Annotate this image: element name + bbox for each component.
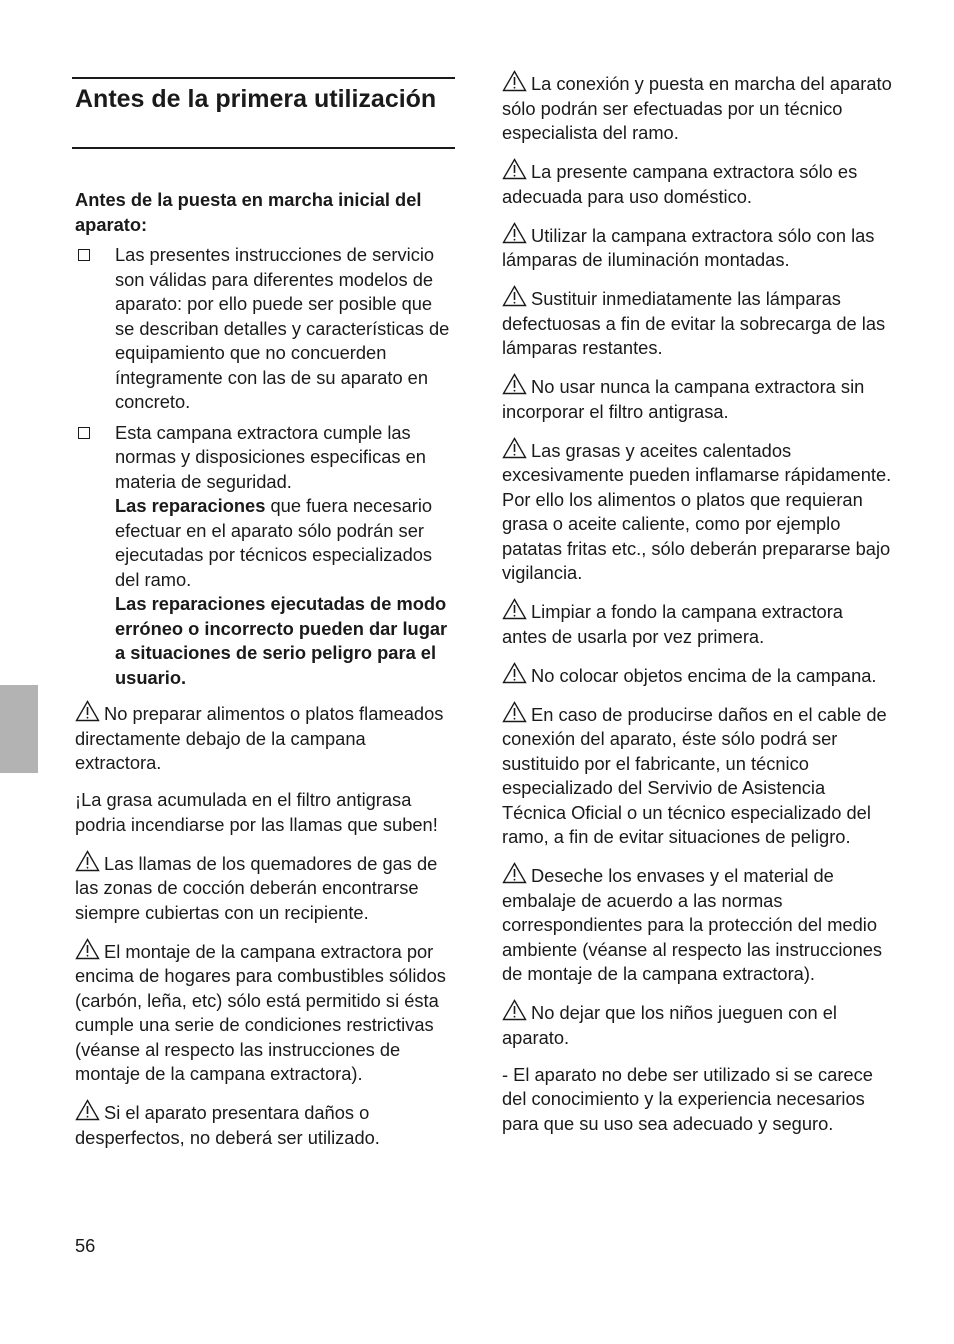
warning-triangle-icon [502,437,527,459]
warning-triangle-icon [502,373,527,395]
warning-triangle-icon [502,662,527,684]
page-number: 56 [75,1235,96,1256]
warning-triangle-icon [502,701,527,723]
paragraph-text: No preparar alimentos o platos flameados directamente debajo de la campana extractora. [75,703,444,773]
warning-paragraph [502,70,892,146]
note-paragraph [502,1063,892,1137]
warning-triangle-icon [502,222,527,244]
paragraph-text: La conexión y puesta en marcha del aparato sólo podrán ser efectuadas por un técnico especialista del ramo. [502,73,892,143]
paragraph-text: Limpiar a fondo la campana extractora antes de usarla por vez primera. [502,601,843,647]
paragraph-text: No usar nunca la campana extractora sin incorporar el filtro antigrasa. [502,376,865,422]
warning-paragraph [75,1099,455,1150]
checklist [75,243,455,696]
paragraph-text: Utilizar la campana extractora sólo con las lámparas de iluminación montadas. [502,224,875,270]
list-item-text: Esta campana extractora cumple las normas y disposiciones especificas en materia de seguridad. [115,421,426,492]
warning-paragraph [502,701,892,850]
paragraph-text: Sustituir inmediatamente las lámparas defectuosas a fin de evitar la sobrecarga de las lámparas restantes. [502,288,886,358]
paragraph-text: Las grasas y aceites calentados excesivamente pueden inflamarse rápidamente. Por ello los alimentos o platos que requieran grasa o aceite caliente, como por ejemplo patatas fritas etc., sólo deberán prepararse bajo vigilancia. [502,439,892,583]
paragraph-text: Si el aparato presentara daños o desperfectos, no deberá ser utilizado. [75,1102,380,1148]
left-column-paragraphs [75,700,455,1163]
list-item-bold-lead: Las reparaciones [115,495,266,516]
right-column-paragraphs [502,70,892,1149]
paragraph-text: Deseche los envases y el material de embalaje de acuerdo a las normas correspondientes para la protección del medio ambiente (véanse al respecto las instrucciones de montaje de la campana extractora). [502,865,883,984]
list-item [75,421,455,691]
paragraph-text: La presente campana extractora sólo es adecuada para uso doméstico. [502,161,858,207]
paragraph-text: - El aparato no debe ser utilizado si se carece del conocimiento y la experiencia necesarios para que su uso sea adecuado y seguro. [502,1063,873,1134]
warning-paragraph [502,158,892,209]
paragraph-text: En caso de producirse daños en el cable de conexión del aparato, éste sólo podrá ser sustituido por el fabricante, un técnico especializado del Servivio de Asistencia Técnica Oficial o un técnico especializado del ramo, a fin de evitar situaciones de peligro. [502,703,887,847]
warning-triangle-icon [502,862,527,884]
warning-paragraph [502,285,892,361]
paragraph-text: Las llamas de los quemadores de gas de las zonas de cocción deberán encontrarse siempre cubiertas con un recipiente. [75,852,438,923]
warning-paragraph [502,598,892,649]
subheading: Antes de la puesta en marcha inicial del aparato: [75,189,422,235]
warning-paragraph [502,862,892,987]
checkbox-bullet-icon [78,249,90,261]
warning-triangle-icon [502,999,527,1021]
note-paragraph [75,788,455,837]
warning-triangle-icon [502,285,527,307]
section-tab-marker [0,685,38,773]
warning-triangle-icon [502,70,527,92]
warning-paragraph [75,700,455,776]
warning-paragraph [502,437,892,586]
warning-paragraph [502,662,892,689]
warning-triangle-icon [502,598,527,620]
paragraph-text: No colocar objetos encima de la campana. [531,664,877,686]
warning-triangle-icon [502,158,527,180]
warning-triangle-icon [75,850,100,872]
paragraph-text: No dejar que los niños jueguen con el aparato. [502,1002,837,1048]
warning-paragraph [502,222,892,273]
warning-triangle-icon [75,1099,100,1121]
warning-paragraph [75,850,455,926]
paragraph-text: ¡La grasa acumulada en el filtro antigrasa podria incendiarse por las llamas que suben! [75,789,438,835]
list-item-bold-warning: Las reparaciones ejecutadas de modo erróneo o incorrecto pueden dar lugar a situaciones de serio peligro para el usuario. [115,593,448,688]
checkbox-bullet-icon [78,427,90,439]
paragraph-text: El montaje de la campana extractora por encima de hogares para combustibles sólidos (carbón, leña, etc) sólo está permitido si ésta cumple una serie de condiciones restrictivas (véanse al respecto las instrucciones de montaje de la campana extractora). [75,940,446,1084]
list-item-text: Las presentes instrucciones de servicio son válidas para diferentes modelos de aparato: por ello puede ser posible que se describan detalles y características de equipamiento que no concuerden íntegramente con las de su aparato en concreto. [115,244,450,412]
section-title-block [72,77,455,149]
list-item-text-continued: que fuera necesario efectuar en el aparato sólo podrán ser ejecutadas por técnicos especializados del ramo. [115,495,433,590]
warning-triangle-icon [75,938,100,960]
list-item [75,243,455,415]
warning-paragraph [502,373,892,424]
warning-triangle-icon [75,700,100,722]
warning-paragraph [502,999,892,1050]
warning-paragraph [75,938,455,1087]
page-title: Antes de la primera utilización [75,85,437,113]
